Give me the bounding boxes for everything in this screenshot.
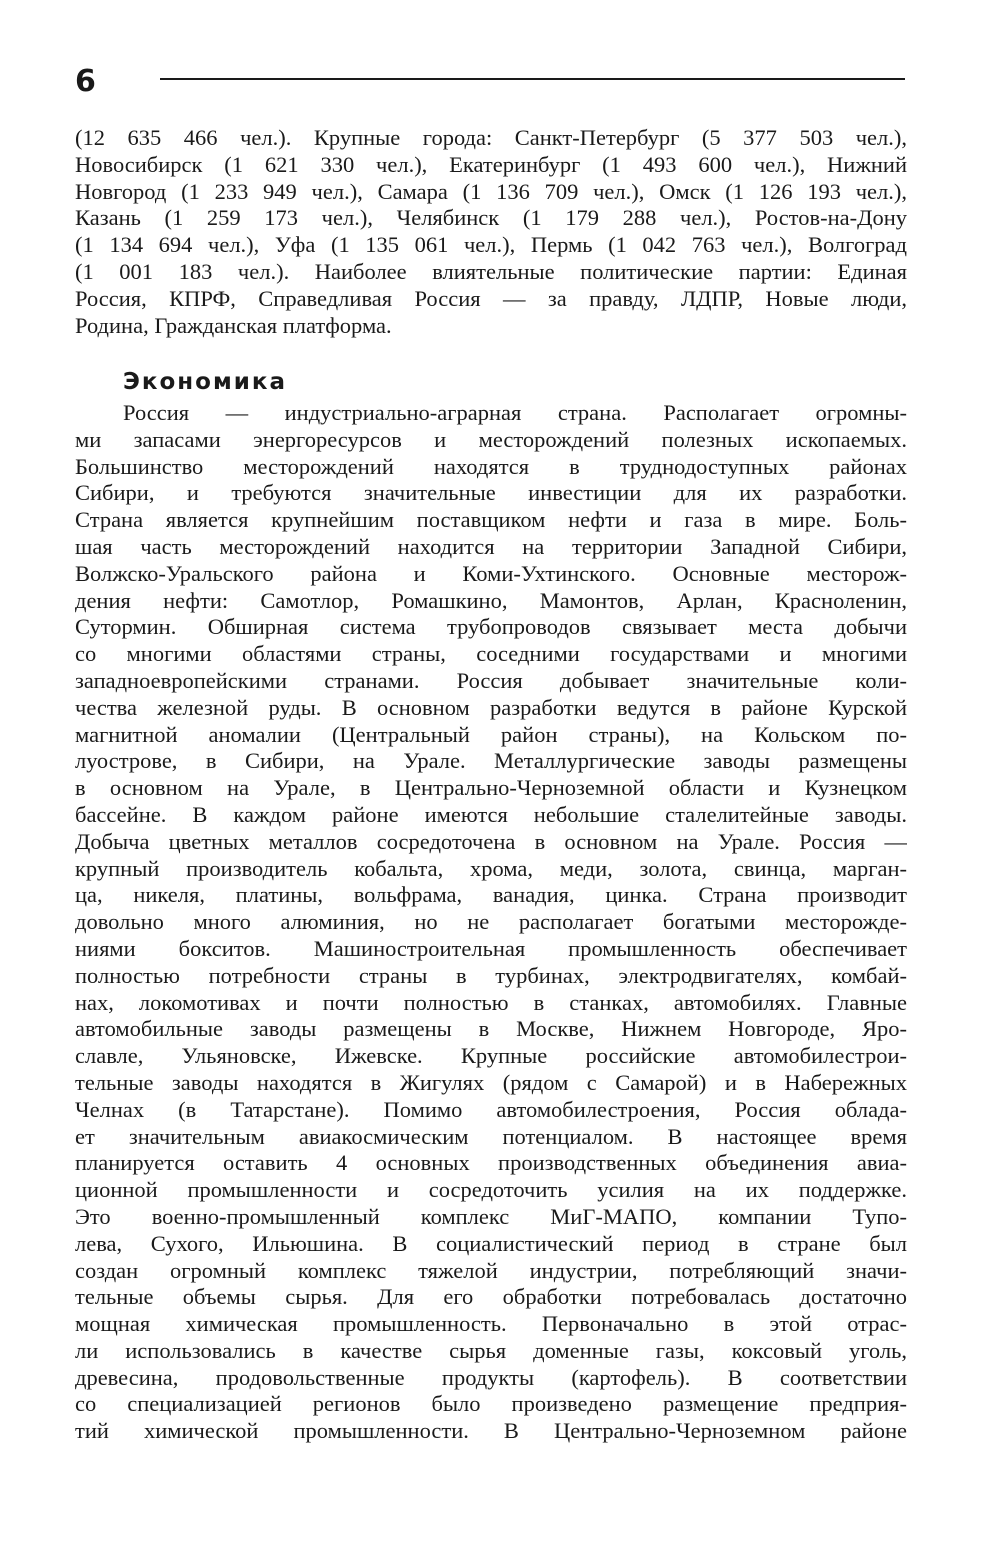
- text-line: Большинство месторождений находятся в труднодоступных районах: [75, 453, 907, 479]
- text-line: Россия — индустриально-аграрная страна. Располагает огромны-: [123, 400, 907, 425]
- text-line: ет значительным авиакосмическим потенциалом. В настоящее время: [75, 1123, 907, 1149]
- text-line: ли использовались в качестве сырья доменные газы, коксовый уголь,: [75, 1337, 907, 1363]
- text-line: создан огромный комплекс тяжелой индустрии, потребляющий значи-: [75, 1257, 907, 1283]
- text-line: ми запасами энергоресурсов и месторождений полезных ископаемых.: [75, 426, 907, 452]
- text-line: (12 635 466 чел.). Крупные города: Санкт-Петербург (5 377 503 чел.),: [75, 125, 907, 150]
- text-line: Волжско-Уральского района и Коми-Ухтинского. Основные месторож-: [75, 560, 907, 586]
- text-line: древесина, продовольственные продукты (картофель). В соответствии: [75, 1364, 907, 1390]
- text-line: ниями бокситов. Машиностроительная промышленность обеспечивает: [75, 935, 907, 961]
- header-rule: [160, 78, 905, 80]
- text-line: тий химической промышленности. В Центрально-Черноземном районе: [75, 1418, 907, 1444]
- text-line: мощная химическая промышленность. Первоначально в этой отрас-: [75, 1311, 907, 1337]
- text-line: луострове, в Сибири, на Урале. Металлургические заводы размещены: [75, 748, 907, 774]
- text-line: довольно много алюминия, но не располагает богатыми месторожде-: [75, 909, 907, 935]
- text-line: Родина, Гражданская платформа.: [75, 312, 392, 338]
- text-line: крупный производитель кобальта, хрома, меди, золота, свинца, марган-: [75, 855, 907, 881]
- text-line: чества железной руды. В основном разработки ведутся в районе Курской: [75, 694, 907, 720]
- text-line: со многими областями страны, соседними государствами и многими: [75, 641, 907, 667]
- text-line: бассейне. В каждом районе имеются небольшие сталелитейные заводы.: [75, 801, 907, 827]
- text-line: Челнах (в Татарстане). Помимо автомобилестроения, Россия облада-: [75, 1096, 907, 1122]
- text-line: (1 001 183 чел.). Наиболее влиятельные политические партии: Единая: [75, 258, 907, 284]
- text-line: нах, локомотивах и почти полностью в станках, автомобилях. Главные: [75, 989, 907, 1015]
- text-line: Новосибирск (1 621 330 чел.), Екатеринбург (1 493 600 чел.), Нижний: [75, 151, 907, 177]
- section-heading: Экономика: [123, 369, 288, 395]
- text-line: полностью потребности страны в турбинах, электродвигателях, комбай-: [75, 962, 907, 988]
- economy-paragraph: [75, 400, 907, 1445]
- text-line: дения нефти: Самотлор, Ромашкино, Мамонтов, Арлан, Красноленин,: [75, 587, 907, 613]
- text-line: в основном на Урале, в Центрально-Черноземной области и Кузнецком: [75, 775, 907, 801]
- text-line: ционной промышленности и сосредоточить усилия на их поддержке.: [75, 1177, 907, 1203]
- text-line: тельные объемы сырья. Для его обработки потребовалась достаточно: [75, 1284, 907, 1310]
- text-line: шая часть месторождений находится на территории Западной Сибири,: [75, 533, 907, 559]
- text-line: Добыча цветных металлов сосредоточена в основном на Урале. Россия —: [75, 828, 907, 854]
- text-line: Сибири, и требуются значительные инвестиции для их разработки.: [75, 480, 907, 506]
- text-line: планируется оставить 4 основных производственных объединения авиа-: [75, 1150, 907, 1176]
- text-line: (1 134 694 чел.), Уфа (1 135 061 чел.), Пермь (1 042 763 чел.), Волгоград: [75, 232, 907, 258]
- text-line: со специализацией регионов было произведено размещение предприя-: [75, 1391, 907, 1417]
- text-line: ца, никеля, платины, вольфрама, ванадия, цинка. Страна производит: [75, 882, 907, 908]
- text-line: Это военно-промышленный комплекс МиГ-МАПО, компании Тупо-: [75, 1203, 907, 1229]
- text-line: Сутормин. Обширная система трубопроводов связывает места добычи: [75, 614, 907, 640]
- text-line: магнитной аномалии (Центральный район страны), на Кольском по-: [75, 721, 907, 747]
- page-header: [75, 62, 905, 102]
- text-line: автомобильные заводы размещены в Москве, Нижнем Новгороде, Яро-: [75, 1016, 907, 1042]
- text-line: Казань (1 259 173 чел.), Челябинск (1 179 288 чел.), Ростов-на-Дону: [75, 205, 907, 231]
- intro-paragraph: [75, 125, 907, 339]
- text-line: Страна является крупнейшим поставщиком нефти и газа в мире. Боль-: [75, 507, 907, 533]
- text-line: славле, Ульяновске, Ижевске. Крупные российские автомобилестрои-: [75, 1043, 907, 1069]
- text-line: лева, Сухого, Ильюшина. В социалистический период в стране был: [75, 1230, 907, 1256]
- page-number: 6: [75, 64, 96, 99]
- text-line: Новгород (1 233 949 чел.), Самара (1 136 709 чел.), Омск (1 126 193 чел.),: [75, 178, 907, 204]
- text-line: Россия, КПРФ, Справедливая Россия — за правду, ЛДПР, Новые люди,: [75, 285, 907, 311]
- text-line: тельные заводы находятся в Жигулях (рядом с Самарой) и в Набережных: [75, 1069, 907, 1095]
- text-line: западноевропейскими странами. Россия добывает значительные коли-: [75, 667, 907, 693]
